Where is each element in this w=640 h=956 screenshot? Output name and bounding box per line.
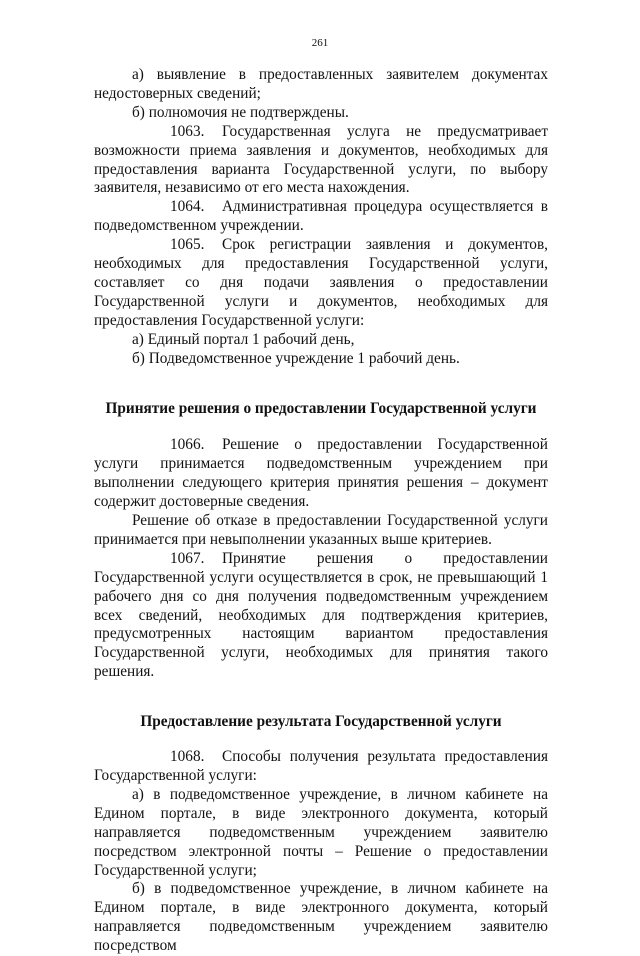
paragraph-1063 xyxy=(94,123,548,199)
paragraph-1064 xyxy=(94,198,548,236)
paragraph-number: 1064. xyxy=(170,198,205,216)
paragraph-number: 1063. xyxy=(170,122,205,140)
list-item-b: б) Подведомственное учреждение 1 рабочий день. xyxy=(132,349,460,367)
paragraph-text: Государственная услуга не предусматривает возможности приема заявления и документов, необходимых для предоставления варианта Государственной услуги, по выбору заявителя, независимо от его места нахождения. xyxy=(94,122,548,197)
list-item-a: а) выявление в предоставленных заявителем документах недостоверных сведений; xyxy=(94,66,548,102)
paragraph-1068 xyxy=(94,748,548,786)
paragraph-number: 1068. xyxy=(170,748,205,766)
paragraph-refusal: Решение об отказе в предоставлении Государственной услуги принимается при невыполнении указанных выше критериев. xyxy=(94,512,548,548)
paragraph-number: 1065. xyxy=(170,236,205,254)
document-body xyxy=(94,66,548,956)
paragraph-text: Административная процедура осуществляется в подведомственном учреждении. xyxy=(94,198,548,235)
list-item-a: а) в подведомственное учреждение, в личном кабинете на Едином портале, в виде электронного документа, который направляется подведомственным учреждением заявителю посредством электронной почты – Решение о предоставлении Государственной услуги; xyxy=(94,785,548,879)
page-number: 261 xyxy=(311,37,329,49)
paragraph-number: 1066. xyxy=(170,436,205,454)
list-item-a: а) Единый портал 1 рабочий день, xyxy=(132,330,355,348)
paragraph-1066 xyxy=(94,436,548,512)
paragraph-1065 xyxy=(94,236,548,331)
section-heading: Принятие решения о предоставлении Государственной услуги xyxy=(105,399,537,417)
paragraph-text: Срок регистрации заявления и документов, необходимых для предоставления Государственной услуги, составляет со дня подачи заявления о предоставлении Государственной услуги и документов, необходимых для предоставления Государственной услуги: xyxy=(94,236,548,329)
paragraph-text: Принятие решения о предоставлении Государственной услуги осуществляется в срок, не превышающий 1 рабочего дня со дня получения подведомственным учреждением всех сведений, необходимых для подтверждения критериев, предусмотренных настоящим вариантом предоставления Государственной услуги, необходимых для принятия такого решения. xyxy=(94,549,548,681)
paragraph-number: 1067. xyxy=(170,549,205,567)
paragraph-1067 xyxy=(94,550,548,682)
list-item-b: б) полномочия не подтверждены. xyxy=(132,103,349,121)
paragraph-text: Решение о предоставлении Государственной услуги принимается подведомственным учреждением при выполнении следующего критерия принятия решения – документ содержит достоверные сведения. xyxy=(94,436,548,511)
list-item-b: б) в подведомственное учреждение, в личном кабинете на Едином портале, в виде электронного документа, который направляется подведомственным учреждением заявителю посредством xyxy=(94,880,548,955)
section-heading: Предоставление результата Государственной услуги xyxy=(140,713,502,731)
paragraph-text: Способы получения результата предоставления Государственной услуги: xyxy=(94,748,548,784)
